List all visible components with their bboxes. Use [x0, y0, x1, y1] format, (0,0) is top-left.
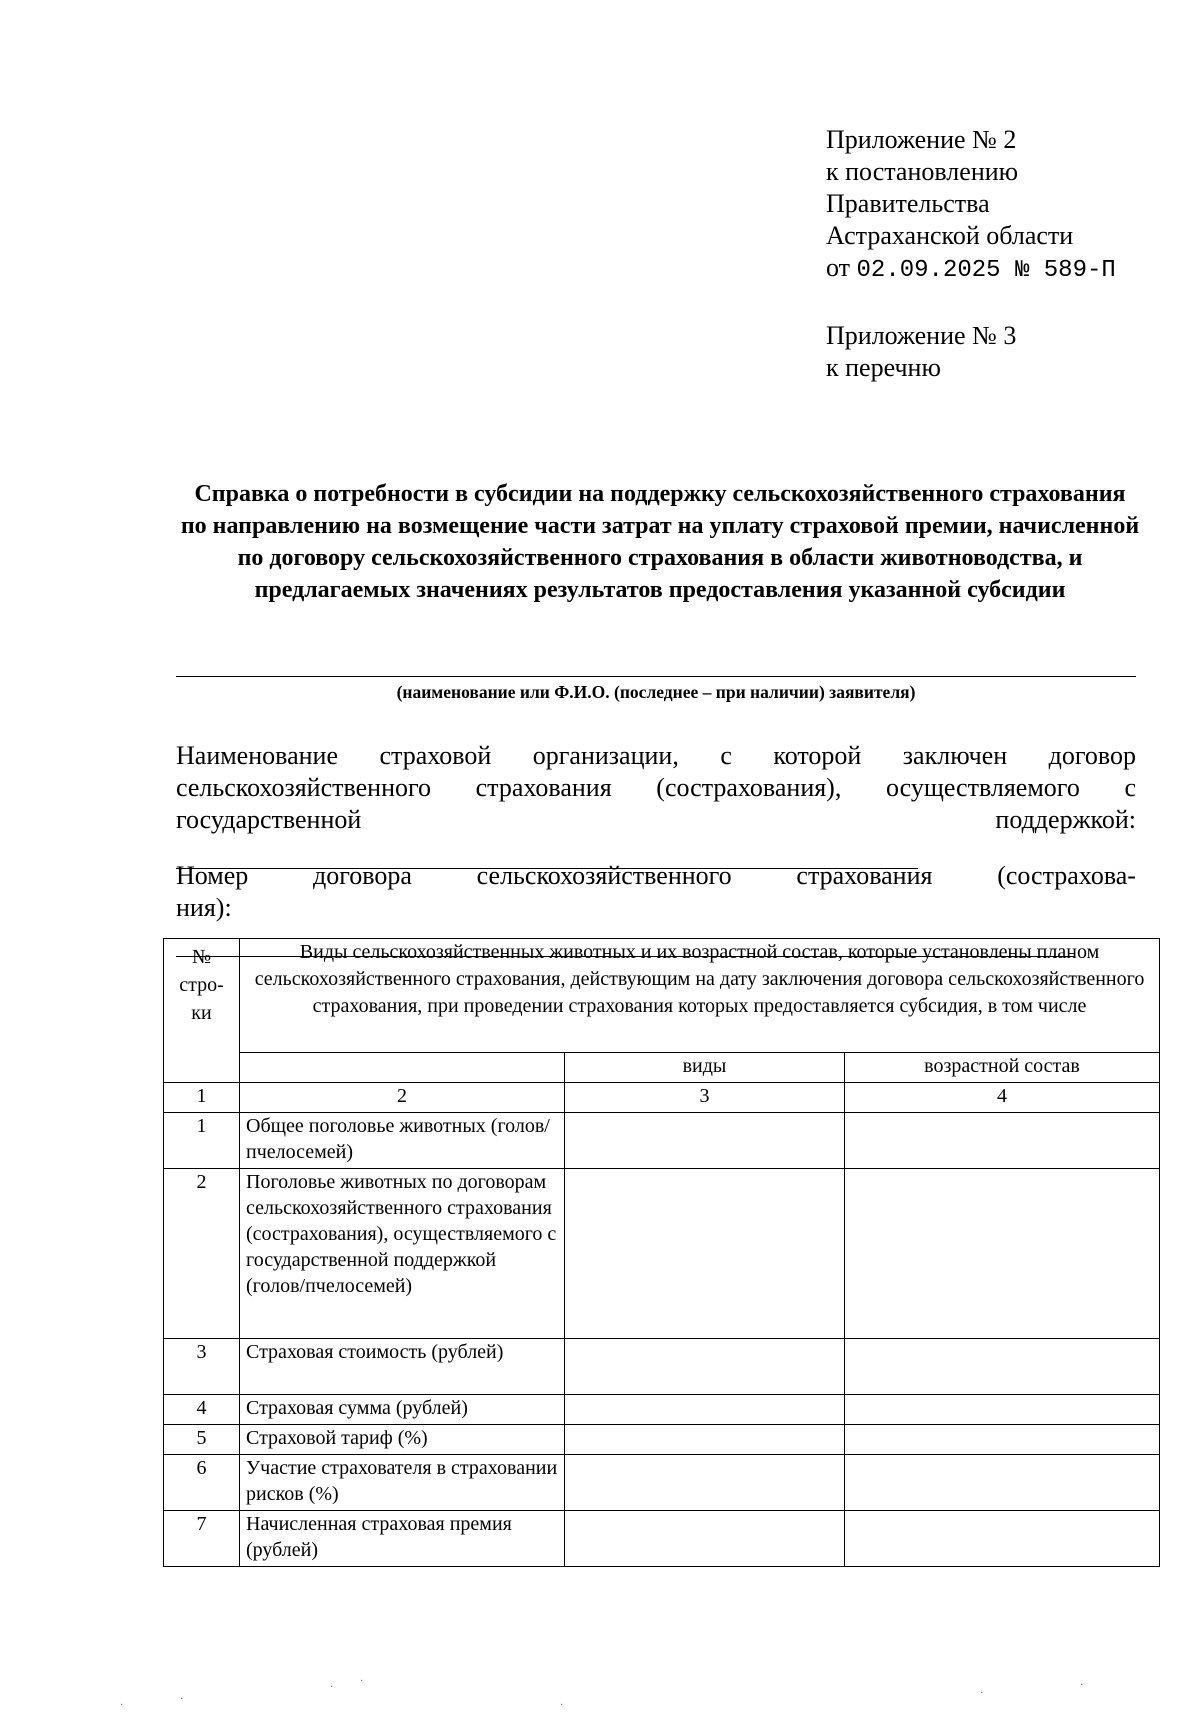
row-number: 7 — [164, 1511, 240, 1567]
appendix-line: к постановлению — [826, 157, 1019, 186]
appendix-line: Приложение № 3 — [826, 321, 1017, 350]
row-number: 5 — [164, 1425, 240, 1455]
insurer-label: Наименование страховой организации, с которой заключен договор сельскохозяйственного страхования (сострахования), осуществляемого с государственной поддержкой: — [176, 741, 1136, 834]
applicant-caption: (наименование или Ф.И.О. (последнее – при наличии) заявителя) — [396, 682, 916, 702]
column-number-row — [164, 1083, 1160, 1113]
document-title: Справка о потребности в субсидии на поддержку сельскохозяйственного страхования по направлению на возмещение части затрат на уплату страховой премии, начисленной по договору сельскохозяйственного страхования в области животноводства, и предлагаемых значениях результатов предоставления указанной субсидии — [180, 481, 1140, 603]
row-label: Страховая стоимость (рублей) — [240, 1339, 565, 1395]
row-label: Начисленная страховая премия (рублей) — [240, 1511, 565, 1567]
column-number: 2 — [240, 1083, 565, 1113]
subsidy-table — [163, 938, 1160, 1567]
column-number: 3 — [565, 1083, 845, 1113]
from-word: от — [826, 253, 851, 282]
row-number: 1 — [164, 1113, 240, 1169]
column-number: 4 — [845, 1083, 1160, 1113]
table-row — [164, 1511, 1160, 1567]
appendix-second — [826, 320, 1016, 384]
row-age-cell[interactable] — [845, 1511, 1160, 1567]
table-row — [164, 1339, 1160, 1395]
row-types-cell[interactable] — [565, 1339, 845, 1395]
row-number: 3 — [164, 1339, 240, 1395]
row-types-cell[interactable] — [565, 1169, 845, 1339]
row-age-cell[interactable] — [845, 1113, 1160, 1169]
header-empty-cell — [240, 1053, 565, 1083]
contract-word: договора — [313, 861, 412, 890]
table-header-row — [164, 939, 1160, 1053]
row-types-cell[interactable] — [565, 1395, 845, 1425]
appendix-line: к перечню — [826, 353, 941, 382]
header-types: виды — [565, 1053, 845, 1083]
row-number: 2 — [164, 1169, 240, 1339]
contract-tail: ния): — [176, 893, 232, 922]
table-row — [164, 1455, 1160, 1511]
row-types-cell[interactable] — [565, 1425, 845, 1455]
applicant-name-line[interactable] — [176, 676, 1136, 677]
row-age-cell[interactable] — [845, 1339, 1160, 1395]
row-age-cell[interactable] — [845, 1425, 1160, 1455]
table-row — [164, 1395, 1160, 1425]
appendix-date-line — [826, 252, 1116, 287]
contract-word: сельскохозяйственного — [476, 861, 732, 890]
header-age-composition: возрастной состав — [845, 1053, 1160, 1083]
contract-word: Номер — [176, 861, 249, 890]
row-types-cell[interactable] — [565, 1113, 845, 1169]
table-row — [164, 1169, 1160, 1339]
resolution-date-number: 02.09.2025 № 589-П — [856, 257, 1116, 284]
appendix-line: Правительства — [826, 189, 990, 218]
header-description: Виды сельскохозяйственных животных и их возрастной состав, которые установлены планом сельскохозяйственного страхования, действующим на дату заключения договора сельскохозяйственного страхования, при проведении страхования которых предоставляется субсидия, в том числе — [240, 939, 1160, 1053]
row-age-cell[interactable] — [845, 1169, 1160, 1339]
row-age-cell[interactable] — [845, 1455, 1160, 1511]
appendix-header — [826, 124, 1116, 287]
row-label: Страховая сумма (рублей) — [240, 1395, 565, 1425]
header-row-number: № стро- ки — [164, 939, 240, 1083]
row-label: Поголовье животных по договорам сельскохозяйственного страхования (сострахования), осуществляемого с государственной поддержкой (голов/пчелосемей) — [240, 1169, 565, 1339]
row-label: Общее поголовье животных (голов/пчелосемей) — [240, 1113, 565, 1169]
row-number: 6 — [164, 1455, 240, 1511]
table-row — [164, 1425, 1160, 1455]
row-age-cell[interactable] — [845, 1395, 1160, 1425]
appendix-line: Приложение № 2 — [826, 125, 1017, 154]
row-number: 4 — [164, 1395, 240, 1425]
column-number: 1 — [164, 1083, 240, 1113]
appendix-line: Астраханской области — [826, 221, 1074, 250]
row-label: Участие страхователя в страховании рисков (%) — [240, 1455, 565, 1511]
table-subheader-row — [164, 1053, 1160, 1083]
row-label: Страховой тариф (%) — [240, 1425, 565, 1455]
row-types-cell[interactable] — [565, 1511, 845, 1567]
contract-word: страхования — [796, 861, 933, 890]
contract-word: (сострахова- — [997, 861, 1136, 890]
table-row — [164, 1113, 1160, 1169]
row-types-cell[interactable] — [565, 1455, 845, 1511]
contract-row — [176, 860, 1136, 892]
insurer-paragraph — [176, 740, 1136, 869]
